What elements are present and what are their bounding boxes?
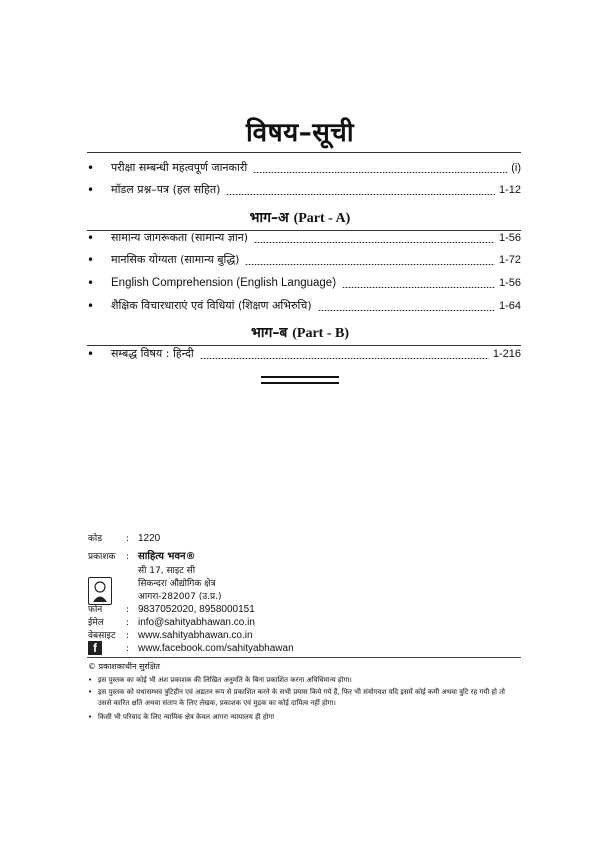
colon: :: [126, 644, 130, 654]
section-a-title: भाग–अ: [249, 210, 289, 226]
bullet-icon: •: [87, 276, 95, 290]
bullet-icon: •: [87, 231, 95, 245]
publisher-key: प्रकाशक: [88, 552, 116, 562]
toc-row: [87, 344, 521, 364]
website-value[interactable]: www.sahityabhawan.co.in: [138, 630, 253, 641]
bullet-icon: •: [88, 676, 93, 684]
address-line: [138, 591, 222, 603]
dot-leader: [318, 301, 495, 311]
copyright-notice: © प्रकाशकाधीन सुरक्षित: [88, 662, 160, 671]
bullet-icon: •: [88, 713, 93, 721]
toc-page: 1-56: [498, 232, 521, 244]
address-line: [138, 578, 216, 590]
end-rule: [261, 382, 339, 384]
bullet-icon: •: [87, 161, 95, 175]
website-key: वेबसाइट: [88, 631, 116, 641]
dot-leader: [245, 255, 495, 265]
bullet-icon: •: [87, 183, 95, 197]
address-line-3: आगरा-282007 (उ.प्र.): [138, 592, 222, 602]
toc-label: परीक्षा सम्बन्धी महत्वपूर्ण जानकारी: [111, 161, 248, 174]
toc-row: [87, 250, 521, 270]
dot-leader: [253, 163, 507, 173]
toc-label: मानसिक योग्यता (सामान्य बुद्धि): [111, 253, 240, 266]
section-b-latin: (Part - B): [292, 326, 349, 341]
facebook-value[interactable]: www.facebook.com/sahityabhawan: [138, 643, 294, 654]
legal-note: [88, 687, 508, 709]
publisher-name: साहित्य भवन®: [138, 551, 196, 562]
toc-row: [87, 158, 521, 178]
legal-note: [88, 675, 508, 686]
section-a-latin: (Part - A): [293, 211, 351, 226]
toc-label: सामान्य जागरूकता (सामान्य ज्ञान): [111, 231, 249, 244]
legal-note-text: किसी भी परिवाद के लिए न्यायिक क्षेत्र केवल आगरा न्यायालय ही होगा: [98, 713, 275, 721]
code-value: 1220: [138, 533, 161, 544]
website-row: [88, 630, 253, 642]
facebook-icon: f: [88, 641, 102, 655]
legal-note-text: इस पुस्तक का कोई भी अंश प्रकाशक की लिखित अनुमति के बिना प्रकाशित करना अविधिमान्य होगा।: [98, 676, 352, 684]
bullet-icon: •: [87, 347, 95, 361]
colon: :: [126, 552, 130, 562]
address-line: [138, 565, 195, 577]
publisher-logo: [88, 577, 112, 605]
toc-label: मॉडल प्रश्न–पत्र (हल सहित): [111, 183, 221, 196]
colon: :: [126, 534, 130, 544]
toc-page: 1-72: [498, 254, 521, 266]
email-key: ईमेल: [88, 618, 104, 628]
section-heading-b: [0, 323, 600, 342]
toc-label: सम्बद्ध विषय : हिन्दी: [111, 347, 194, 360]
page-title: विषय–सूची: [245, 118, 355, 148]
section-heading-a: [0, 208, 600, 227]
dot-leader: [200, 349, 489, 359]
end-rule: [261, 376, 339, 378]
phone-value: 9837052020, 8958000151: [138, 604, 255, 615]
section-b-title: भाग–ब: [251, 325, 288, 341]
colon: :: [126, 618, 130, 628]
title-rule: [87, 152, 521, 153]
address-line-1: सी 17, साइट सी: [138, 566, 196, 576]
toc-row: [87, 296, 521, 316]
colon: :: [126, 605, 130, 615]
toc-page: 1-56: [498, 277, 521, 289]
bullet-icon: •: [87, 253, 95, 267]
colon: :: [126, 631, 130, 641]
bullet-icon: •: [87, 299, 95, 313]
phone-row: [88, 604, 255, 616]
toc-label: शैक्षिक विचारधाराएं एवं विधियां (शिक्षण अभिरुचि): [111, 299, 312, 312]
phone-key: फोन: [88, 605, 103, 615]
legal-note: [88, 712, 508, 723]
publisher-row: [88, 551, 196, 563]
toc-page: 1-216: [492, 348, 521, 360]
dot-leader: [254, 233, 495, 243]
toc-label: English Comprehension (English Language): [111, 277, 337, 289]
toc-row: [87, 180, 521, 200]
bullet-icon: •: [88, 688, 93, 696]
address-line-2: सिकन्दरा औद्योगिक क्षेत्र: [138, 579, 216, 589]
email-row: [88, 617, 255, 629]
code-key: कोड: [88, 534, 103, 544]
toc-page: 1-64: [498, 300, 521, 312]
toc-page: 1-12: [498, 184, 521, 196]
legal-note-text: इस पुस्तक को यथासम्भव त्रुटिहीन एवं अद्यतन रूप से प्रकाशित करने के सभी प्रयास किये गये हैं, फिर भी संयोगवश यदि इसमें कोई कमी अथवा त्रुटि रह गयी हो तो उससे कारित क्षति अथवा संताप के लिए लेखक, प्रकाशक एवं मुद्रक का कोई दायित्व नहीं होगा।: [98, 688, 505, 707]
toc-row: [87, 228, 521, 248]
dot-leader: [342, 278, 495, 288]
facebook-row: [126, 643, 294, 655]
toc-page: (i): [511, 162, 521, 174]
dot-leader: [226, 185, 495, 195]
footer-rule: [87, 657, 521, 658]
email-value[interactable]: info@sahityabhawan.co.in: [138, 617, 255, 628]
toc-row: [87, 273, 521, 293]
code-row: [88, 533, 160, 545]
